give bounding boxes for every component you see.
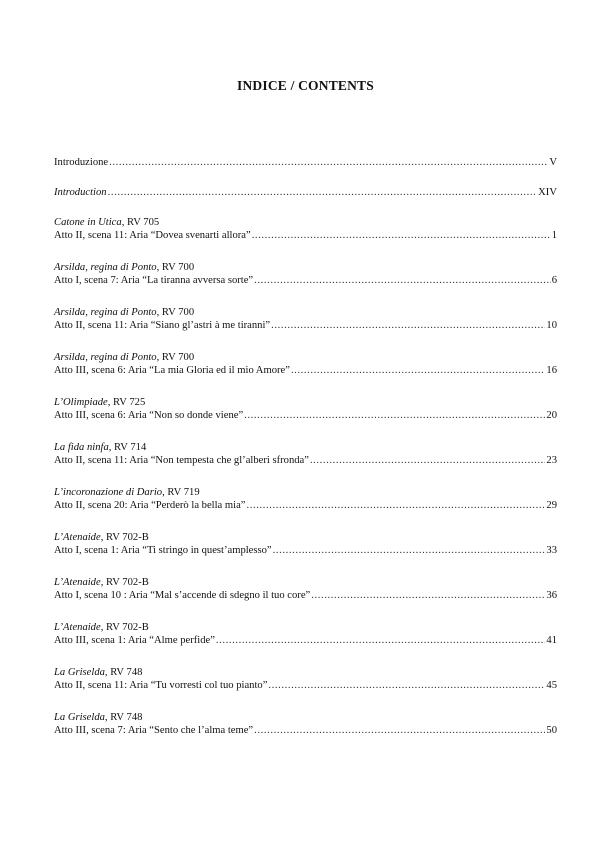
toc-entry	[54, 576, 557, 602]
toc-page-number: 33	[546, 545, 557, 556]
toc-row	[54, 319, 557, 332]
toc-row	[54, 634, 557, 647]
toc-page-number: 45	[546, 680, 557, 691]
scene-label: Atto II, scena 11: Aria “Non tempesta che gl’alberi sfronda”	[54, 455, 309, 466]
toc-label: Introduction	[54, 187, 107, 198]
toc-row	[54, 364, 557, 377]
dot-leader	[244, 409, 545, 422]
work-title-line	[54, 621, 557, 634]
work-title: L’Atenaide	[54, 532, 101, 543]
toc-entry	[54, 621, 557, 647]
toc-row	[54, 409, 557, 422]
toc-entry-introduzione	[54, 156, 557, 169]
rv-number: , RV 700	[156, 307, 195, 318]
toc-entry	[54, 531, 557, 557]
rv-number: , RV 748	[104, 712, 143, 723]
toc-label: Introduzione	[54, 157, 109, 168]
toc-row	[54, 589, 557, 602]
toc-row	[54, 274, 557, 287]
work-title: La fida ninfa	[54, 442, 109, 453]
scene-label: Atto II, scena 20: Aria “Perderò la bella mia”	[54, 500, 246, 511]
dot-leader	[291, 364, 545, 377]
toc-entry-introduction	[54, 186, 557, 199]
toc-entry	[54, 711, 557, 737]
rv-number: , RV 705	[121, 217, 160, 228]
rv-number: , RV 702-B	[100, 622, 149, 633]
dot-leader	[252, 229, 551, 242]
dot-leader	[109, 156, 548, 169]
toc-entry	[54, 666, 557, 692]
rv-number: , RV 719	[162, 487, 200, 498]
work-title: Arsilda, regina di Ponto	[54, 262, 157, 273]
work-title-line	[54, 576, 557, 589]
work-title-line	[54, 441, 557, 454]
toc-page-number: XIV	[538, 187, 557, 198]
rv-number: , RV 725	[107, 397, 146, 408]
toc-row	[54, 156, 557, 169]
dot-leader	[216, 634, 546, 647]
work-title: La Griselda	[54, 667, 105, 678]
toc-page-number: 1	[551, 230, 557, 241]
rv-number: , RV 714	[108, 442, 147, 453]
scene-label: Atto I, scena 1: Aria “Ti stringo in quest’amplesso”	[54, 545, 272, 556]
scene-label: Atto II, scena 11: Aria “Dovea svenarti allora”	[54, 230, 251, 241]
toc-entry	[54, 216, 557, 242]
rv-number: , RV 702-B	[100, 577, 149, 588]
scene-label: Atto III, scena 6: Aria “Non so donde viene”	[54, 410, 244, 421]
scene-label: Atto II, scena 11: Aria “Tu vorresti col tuo pianto”	[54, 680, 268, 691]
scene-label: Atto III, scena 6: Aria “La mia Gloria ed il mio Amore”	[54, 365, 290, 376]
toc-row	[54, 229, 557, 242]
work-title-line	[54, 666, 557, 679]
dot-leader	[271, 319, 545, 332]
toc-row	[54, 679, 557, 692]
toc-row	[54, 499, 557, 512]
work-title-line	[54, 396, 557, 409]
work-title: L’Atenaide	[54, 577, 101, 588]
work-title-line	[54, 216, 557, 229]
scene-label: Atto I, scena 7: Aria “La tiranna avversa sorte”	[54, 275, 254, 286]
work-title: La Griselda	[54, 712, 105, 723]
rv-number: , RV 702-B	[100, 532, 149, 543]
scene-label: Atto II, scena 11: Aria “Siano gl’astri à me tiranni”	[54, 320, 271, 331]
toc-page-number: 6	[551, 275, 557, 286]
dot-leader	[254, 724, 545, 737]
toc-page-number: 50	[546, 725, 557, 736]
toc-entry	[54, 396, 557, 422]
work-title-line	[54, 486, 557, 499]
dot-leader	[311, 589, 545, 602]
scene-label: Atto III, scena 1: Aria “Alme perfide”	[54, 635, 215, 646]
dot-leader	[310, 454, 545, 467]
page-title: INDICE / CONTENTS	[237, 78, 374, 93]
toc-page-number: 10	[546, 320, 557, 331]
rv-number: , RV 700	[156, 352, 195, 363]
dot-leader	[273, 544, 546, 557]
toc-entry	[54, 306, 557, 332]
toc-entry	[54, 351, 557, 377]
work-title: Arsilda, regina di Ponto	[54, 307, 157, 318]
toc-page-number: 23	[546, 455, 557, 466]
dot-leader	[254, 274, 551, 287]
work-title-line	[54, 711, 557, 724]
toc-row	[54, 454, 557, 467]
work-title: L’incoronazione di Dario	[54, 487, 163, 498]
toc-page-number: 41	[546, 635, 557, 646]
toc-page-number: V	[549, 157, 557, 168]
work-title: L’Olimpiade	[54, 397, 108, 408]
toc-page-number: 29	[546, 500, 557, 511]
toc-row	[54, 544, 557, 557]
scene-label: Atto III, scena 7: Aria “Sento che l’alma teme”	[54, 725, 254, 736]
work-title: L’Atenaide	[54, 622, 101, 633]
toc-page-number: 16	[546, 365, 557, 376]
toc-row	[54, 724, 557, 737]
work-title-line	[54, 351, 557, 364]
dot-leader	[247, 499, 546, 512]
rv-number: , RV 748	[104, 667, 143, 678]
work-title-line	[54, 306, 557, 319]
toc-row	[54, 186, 557, 199]
work-title: Arsilda, regina di Ponto	[54, 352, 157, 363]
scene-label: Atto I, scena 10 : Aria “Mal s’accende di sdegno il tuo core”	[54, 590, 311, 601]
work-title-line	[54, 261, 557, 274]
work-title-line	[54, 531, 557, 544]
dot-leader	[108, 186, 538, 199]
toc-entry	[54, 486, 557, 512]
table-of-contents	[54, 156, 557, 756]
dot-leader	[268, 679, 545, 692]
toc-entry	[54, 441, 557, 467]
toc-page-number: 36	[546, 590, 557, 601]
rv-number: , RV 700	[156, 262, 195, 273]
toc-page-number: 20	[546, 410, 557, 421]
work-title: Catone in Utica	[54, 217, 122, 228]
toc-entry	[54, 261, 557, 287]
